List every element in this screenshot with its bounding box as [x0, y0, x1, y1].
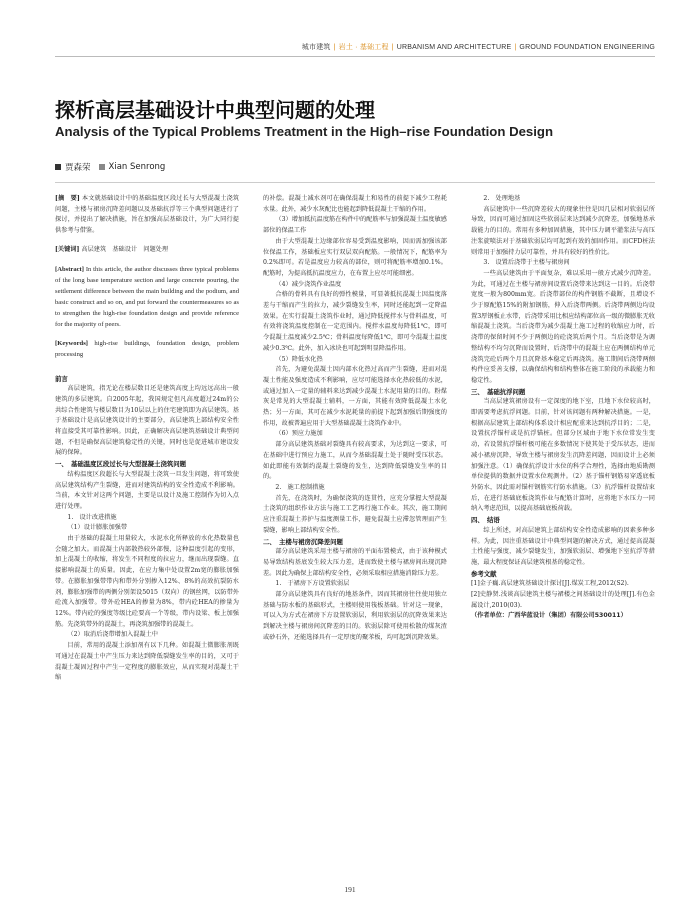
square-bullet-icon: [99, 164, 105, 170]
body-paragraph: 首先，在浇筑时，为确保浇筑的连贯性，应充分掌握大型混凝土浇筑的组织作业方法与施工工艺再行施工作业。其次，施工期间应注重混凝土养护与温度测量工作，避免混凝土应滞忽管理而产生裂缝，影响上部结构安全性。: [263, 494, 447, 534]
keywords-en-text: high-rise buildings, foundation design, problem processing: [55, 339, 239, 358]
body-paragraph: 由于大型混凝土边缘部位容易受到温度影响，因而需加强该部位保温工作，基础板应实行双层双向配筋。一般情况下，配筋率为0.2%即可。若是温度应力较高的部位，则可将配筋率增加0.1%。配筋时，为提高抵抗温度应力，在布置上应尽可能细密。: [263, 237, 447, 277]
section-1-paragraph: 结构温度区段超长与大型混凝土浇筑一旦发生问题，将可致使高层建筑结构产生裂缝，进而对建筑结构的安全性造成不利影响。当前，本文针对这两个问题，主要是以设计及施工控制作为切入点进行处理。: [55, 470, 239, 510]
body-paragraph: 当高层建筑裙房设有一定深度的地下室，且地下水位较高时，即需要考虑抗浮问题。目前，针对该问题有两种解决措施。一是，根据高层建筑上部结构体系设计相应配重来达到抗浮目的；二是，设置抗浮锚杆或是抗浮锚桩。但部分区域由于地下水位常发生变动，若设置抗浮锚杆极可能在多数情况下使其处于受压状态，进而减小裙房沉降，导致主楼与裙房发生沉降差问题，因而设计上必须加强注意。（1）确保抗浮设计水位的科学合理性，选择由地质勘测单位提供的数据并设置水位观测井。（2）基于锚杆钢筋易穿透底板外防水，因此需对锚杆钢筋实行防水措施。（3）抗浮锚杆设置结束后，在进行基础底板浇筑作业与配筋计算时，应将地下水压力一同纳入考虑范围，以提高基础底板荷载。: [471, 398, 655, 513]
keywords-cn: [55, 245, 239, 256]
column-1: [55, 194, 239, 684]
running-header: [55, 40, 655, 57]
preface-heading: 前言: [55, 374, 68, 383]
body-paragraph: 的补偿。混凝土减水剂可在确保混凝土和易性的前提下减少工程耗水量。此外，减少水灰配比也能起到降低混凝土干缩的作用。: [263, 195, 447, 213]
body-paragraph: 部分高层建筑采用主楼与裙房的平面布置模式，由于该种模式易导致结构基底发生较大压力差，进而致使主楼与裙房间出现沉降差。因此为确保上部结构安全性，必须采取相应措施消除压力差。: [263, 548, 447, 577]
keywords-en: [55, 338, 239, 360]
body-paragraph: 部分高层建筑具有良好的地基条件，因而其裙房往往使用独立基础与防水板的基础形式，主楼则使用筏板基础。针对这一现象，可以入为方式在裙房下方设置软弱层，利用软弱层的沉降效果来达到解决主楼与裙房间沉降差的目的。软弱层除可使用松散的煤灰渣或砂石外，还能选择具有一定厚度的聚苯板，均可起到沉降效果。: [263, 591, 447, 641]
paper-title-en: Analysis of the Typical Problems Treatment in the High–rise Foundation Design: [55, 124, 554, 139]
reference-list: [471, 579, 655, 611]
author-cn: 贾森荣: [65, 163, 91, 173]
header-category: 城市建筑: [301, 44, 331, 51]
item-heading: （3）增加抵抗温度筋在构件中的配筋率与加强混凝土温度敏感部位的保温工作: [263, 216, 447, 235]
body-paragraph: 综上所述，对高层建筑上部结构安全性造成影响的因素多种多样。为此，因注重基础设计中典型问题的解决方式，通过提高混凝土性能与强度，减少裂缝发生，加强软弱层、增强地下室抗浮等措施，最大程度保证高层建筑根基的稳定性。: [471, 526, 655, 566]
body-paragraph: 一些高层建筑由于平面复杂，难以采用一般方式减少沉降差。为此，可通过在主楼与裙房间设置后浇带来达到这一目的。后浇带宽度一般为800mm宽。后浇带部位的构件钢筋不截断，且增设不少于原配筋15%的附加钢筋，伸入后浇带两侧。后浇带两侧边均设置3厚钢板止水带，后浇带采用比相应结构部位高一级的微膨胀无收缩混凝土浇筑。当后浇带为减少混凝土施工过程的收缩应力时，后浇带的保留时间不少于两侧边的砼浇筑后两个月。当后浇带是为调整结构不均匀沉降而设置时，后浇带中的混凝土应在两侧结构单元浇筑完砼后两个月且沉降基本稳定后再浇筑。施工期间后浇带两侧构件应妥善支撑，以确保结构和结构整体在施工阶段的承载能力和稳定性。: [471, 269, 655, 384]
page-number: 191: [344, 885, 356, 894]
abstract-label: [摘 要]: [55, 195, 80, 202]
abstract-en: [55, 264, 239, 330]
square-bullet-icon: [55, 164, 61, 170]
author-line: [55, 161, 165, 173]
preface-paragraph: 高层建筑，指无论在楼层数目还是建筑高度上均远远高出一般建筑的多层建筑。自2005年起，我国规定但凡高度超过24m的公共综合性建筑与楼层数目为10层以上的住宅建筑即为高层建筑。基于基础设计是高层建筑设计的主要部分，高层建筑上部结构安全性将直接受其可靠性影响。因此，正确解决高层建筑基础设计典型问题，不但是确保高层建筑稳定性的关键，同时也是促进城市建设发展的保障。: [55, 385, 239, 457]
body-paragraph: 高层建筑中一些沉降差较大的现象往往是因几层相对软弱层所导致，因而可通过加固这些软弱层来达到减少沉降差，加强地基承载能力的目的。常用有多种加固措施，其中压力调平灌浆法与高压注浆旋喷法对于基础软弱层均可起到有效的加固作用。而CFD桩法则常用于加强持力层可靠性，并具有较好的性价比。: [471, 205, 655, 256]
author-en: Xian Senrong: [108, 162, 166, 172]
header-subcategory: 岩土 · 基础工程: [338, 44, 389, 51]
item-heading: （6）预应力施加: [275, 430, 323, 438]
body-paragraph: 由于基础的混凝土用量较大，水泥水化所释放的水化热数量也会随之加大。而混凝土内部散热较外部慢，这种温度引起的变形，加上混凝土的收缩，将发生不同程度的拉应力，继而出现裂缝。直接影响混凝土的质量。因此，在应力集中处设置2m宽的膨胀加强带。在膨胀加强带带内和带外分别掺入12%、8%的高效抗裂防水剂，膨胀加强带的两侧分别架设5015（双向）的钢丝网，以防带外砼流入加强带。带外砼HEA的掺量为8%，带内砼HEA的掺量为12%。带内砼的强度等级比砼要高一个等级，带内设梁、板上加强筋。先浇筑带外的混凝土，再浇筑加强带的混凝土。: [55, 535, 239, 628]
abstract-en-text: In this article, the author discusses three typical problems of the long base temperature section and large concrete pouring, the settlement difference between the main building and the podium, and basic construct and so on, and put forward the countermeasures so as to strengthen the high-rise foundation design and provide reference for the majority of peers.: [55, 265, 239, 328]
abstract-text: 本文就基础设计中的基础温度区段过长与大型混凝土浇筑问题，主楼与裙房沉降差问题以及基础抗浮等三个典型问题进行了探讨，并提出了解决措施，旨在加强高层基础设计，为广大同行提供参考与借鉴。: [55, 195, 240, 235]
keywords-label: [关键词]: [55, 245, 80, 253]
body-paragraph: 部分高层建筑基础对裂缝具有较高要求，为达到这一要求，可在基础中进行预应力施工，从而令基础混凝土处于随时受压状态。如此即能有效制约混凝土裂缝的发生，达到降低裂缝发生率的目的。: [263, 441, 447, 481]
header-english-left: URBANISM AND ARCHITECTURE: [396, 44, 512, 51]
paper-title-cn: 探析高层基础设计中典型问题的处理: [55, 98, 375, 122]
reference-item: [2]史静贤.浅谈高层建筑主楼与裙楼之间基础设计的处理[J].有色金属设计,2010(03).: [471, 591, 655, 609]
section-4-heading: 四、 结语: [471, 516, 500, 525]
column-3: [471, 194, 655, 622]
subsection-heading: 3. 设置后浇带于主楼与裙房间: [483, 259, 570, 267]
body-paragraph: 首先，为避免混凝土因内部水化热过高而产生裂缝，进而对混凝土性能及强度造成不利影响，应尽可能选择水化热较低的水泥，或通过加入一定量的辅料来达到减少混凝土水泥用量的目的。粉煤灰是常见的大型混凝土辅料，一方面，其能有效降低混凝土水化热；另一方面，其可在减少水泥耗量的前提下起到加强后期强度的作用，故被普遍应用于大型基础混凝土浇筑作业中。: [263, 366, 447, 427]
body-paragraph: 目前，常用的混凝土添加剂有以下几种。如混凝土微膨胀剂既可通过在混凝土中产生压力来达到降低裂缝发生率的目的，又可于混凝土凝固过程中产生一定程度的膨胀效应，从而实现对混凝土干缩: [55, 642, 239, 682]
subsection-heading: 2. 处理地基: [483, 195, 521, 202]
item-heading: （5）降低水化热: [275, 355, 323, 363]
references-heading: 参考文献: [471, 569, 497, 578]
abstract-en-label: [Abstract]: [55, 265, 84, 273]
section-2-heading: 二、 主楼与裙房沉降差问题: [263, 537, 343, 546]
reference-item: [1]金子巍.高层建筑基础设计探讨[J].煤炭工程,2012(S2).: [471, 580, 629, 588]
section-3-heading: 三、 基础抗浮问题: [471, 387, 526, 396]
abstract-cn: [55, 194, 239, 237]
keywords-en-label: [Keywords]: [55, 339, 88, 347]
subsection-heading: 2. 施工控制措施: [275, 483, 325, 491]
subsection-heading: 1. 设计改进措施: [67, 513, 117, 521]
item-heading: （4）减少浇筑作业温度: [275, 280, 342, 288]
subsection-heading: 1. 于裙房下方设置软弱层: [275, 580, 350, 588]
divider: [55, 182, 655, 183]
section-1-heading: 一、 基础温度区段过长与大型混凝土浇筑问题: [55, 460, 187, 469]
header-english-right: GROUND FOUNDATION ENGINEERING: [519, 44, 655, 51]
body-paragraph: 合格的骨料具有良好的弹性模量，可显著抵抗混凝土因温度落差与干缩而产生的拉力，减少裂缝发生率，同时还能起到一定降温效果。在实行混凝土浇筑作业时，通过降低搅拌水与骨料温度，可有效将浇筑温度控制在一定范围内。搅拌水温度每降低1℃，即可令混凝土温度减少2.5℃；骨料温度每降低1℃，即可令混凝土温度减少0.3℃。此外，加入冰块也可起到明显降温作用。: [263, 291, 447, 352]
item-heading: （1）设计膨胀加强带: [67, 524, 128, 532]
keywords-text: 高层建筑 基础设计 问题处理: [81, 245, 169, 253]
author-affiliation: （作者单位：广西华蓝设计（集团）有限公司530011）: [471, 612, 627, 620]
running-header-text: 城市建筑 | 岩土 · 基础工程 | URBANISM AND ARCHITECTURE | GROUND FOUNDATION ENGINEERING: [301, 44, 655, 51]
item-heading: （2）取消后浇带增加入混凝土中: [67, 631, 158, 639]
column-2: [263, 194, 447, 644]
